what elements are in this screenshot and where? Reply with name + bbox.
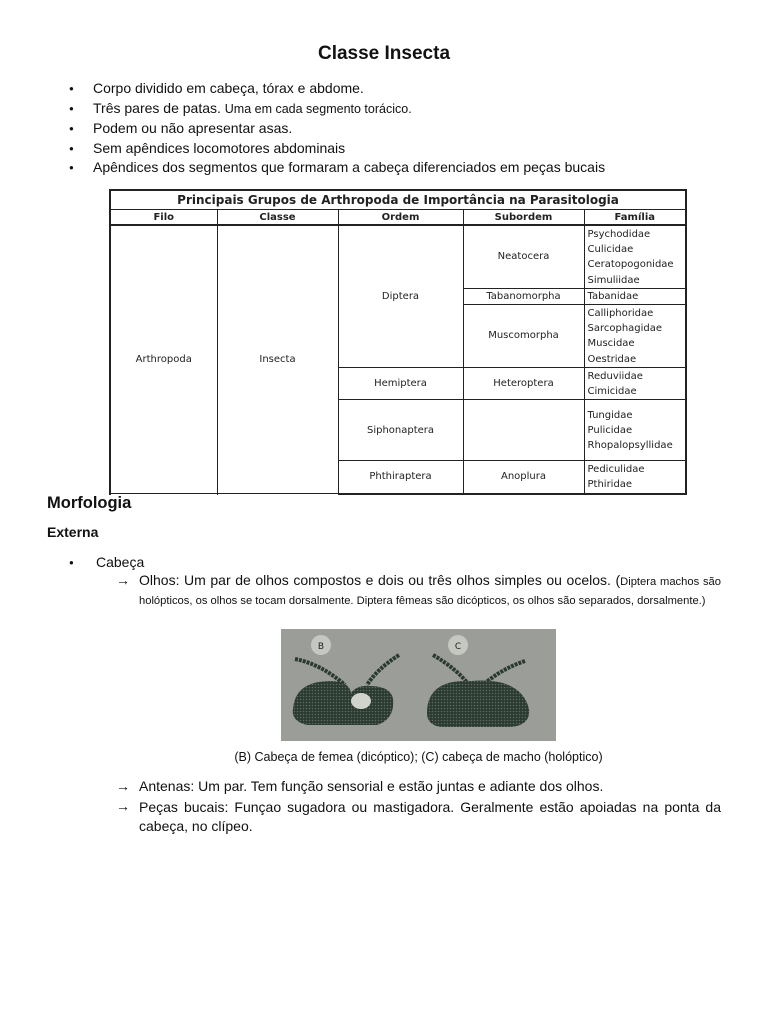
- cell-familias-muscomorpha: Calliphoridae Sarcophagidae Muscidae Oestridae: [584, 305, 686, 368]
- cell-familias-anoplura: Pediculidae Pthiridae: [584, 461, 686, 494]
- cell-ordem-siphonaptera: Siphonaptera: [338, 400, 463, 461]
- figure-caption: (B) Cabeça de femea (dicóptico); (C) cabeça de macho (holóptico): [234, 750, 603, 764]
- cell-subordem-anoplura: Anoplura: [463, 461, 584, 494]
- insect-heads-figure: [281, 629, 556, 741]
- cell-ordem-diptera: Diptera: [338, 225, 463, 367]
- cell-subordem-muscomorpha: Muscomorpha: [463, 305, 584, 368]
- cell-subordem-heteroptera: Heteroptera: [463, 367, 584, 399]
- header-filo: Filo: [110, 210, 217, 226]
- header-ordem: Ordem: [338, 210, 463, 226]
- cell-subordem-siphonaptera: [463, 400, 584, 461]
- list-item-olhos: → Olhos: Um par de olhos compostos e dois ou três olhos simples ou ocelos. (Diptera machos são holópticos, os olhos se tocam dorsalmente. Diptera fêmeas são dicópticos, os olhos são separados, dorsalmente.): [116, 572, 721, 607]
- list-item: ● Corpo dividido em cabeça, tórax e abdome.: [66, 79, 726, 99]
- cell-familias-neatocera: Psychodidae Culicidae Ceratopogonidae Simuliidae: [584, 225, 686, 288]
- insecta-characteristics-list: [66, 79, 726, 178]
- list-item: ● Apêndices dos segmentos que formaram a cabeça diferenciados em peças bucais: [66, 158, 726, 178]
- header-familia: Família: [584, 210, 686, 226]
- cell-familias-siphonaptera: Tungidae Pulicidae Rhopalopsyllidae: [584, 400, 686, 461]
- cell-subordem-neatocera: Neatocera: [463, 225, 584, 288]
- arrow-icon: →: [116, 798, 130, 814]
- subsection-heading-externa: Externa: [47, 524, 99, 540]
- list-item-pecas-bucais: → Peças bucais: Funçao sugadora ou mastigadora. Geralmente estão apoiadas na ponta da cabeça, no clípeo.: [116, 798, 721, 834]
- arrow-icon: →: [116, 778, 130, 794]
- header-classe: Classe: [217, 210, 338, 226]
- cell-ordem-phthiraptera: Phthiraptera: [338, 461, 463, 494]
- svg-text:B: B: [317, 642, 325, 652]
- list-item: ● Podem ou não apresentar asas.: [66, 119, 726, 139]
- cell-classe: Insecta: [217, 225, 338, 494]
- list-item-cabeca: ● Cabeça: [69, 554, 145, 570]
- cell-filo: Arthropoda: [110, 225, 217, 494]
- list-item: ● Três pares de patas. Uma em cada segmento torácico.: [66, 99, 726, 120]
- cell-subordem-tabanomorpha: Tabanomorpha: [463, 288, 584, 304]
- table-caption: Principais Grupos de Arthropoda de Importância na Parasitologia: [110, 190, 686, 210]
- arthropoda-table: [109, 189, 685, 494]
- svg-text:C: C: [454, 642, 462, 652]
- cell-familias-tabanomorpha: Tabanidae: [584, 288, 686, 304]
- arrow-icon: →: [116, 572, 130, 588]
- insect-heads-illustration: [281, 629, 556, 741]
- cell-ordem-hemiptera: Hemiptera: [338, 367, 463, 399]
- list-item-antenas: → Antenas: Um par. Tem função sensorial e estão juntas e adiante dos olhos.: [116, 778, 604, 794]
- cell-familias-heteroptera: Reduviidae Cimicidae: [584, 367, 686, 399]
- page-title: Classe Insecta: [317, 43, 451, 64]
- section-heading-morfologia: Morfologia: [47, 494, 132, 512]
- list-item: ● Sem apêndices locomotores abdominais: [66, 139, 726, 159]
- header-subordem: Subordem: [463, 210, 584, 226]
